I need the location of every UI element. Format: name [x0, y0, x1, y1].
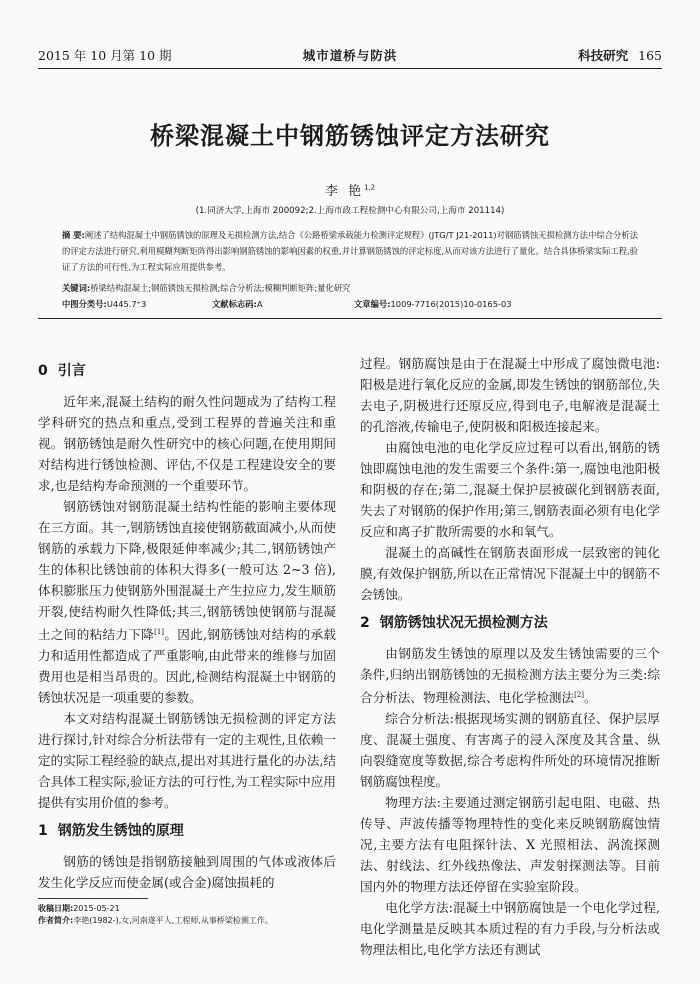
- clc-value: U445.7⁺3: [106, 299, 147, 309]
- citation: [2]: [574, 691, 585, 699]
- keywords-label: 关键词:: [62, 283, 91, 293]
- article-label: 文章编号:: [354, 299, 391, 309]
- footnote: [38, 903, 338, 927]
- paragraph: 钢筋的锈蚀是指钢筋接触到周围的气体或液体后发生化学反应而使金属(或合金)腐蚀损耗的: [38, 854, 336, 891]
- author-bio: [38, 915, 338, 927]
- keywords-text: 桥梁结构混凝土;钢筋锈蚀无损检测;综合分析法;模糊判断矩阵;量化研究: [90, 283, 351, 293]
- paragraph: 过程。钢筋腐蚀是由于在混凝土中形成了腐蚀微电池:阳极是进行氧化反应的金属,即发生锈蚀的钢筋部位,失去电子,阴极进行还原反应,得到电子,电解液是混凝土的孔溶液,传输电子,使阴极和阳极连接起来。: [360, 356, 660, 434]
- paragraph: [360, 643, 660, 708]
- header-rule: [38, 68, 662, 69]
- received-label: 收稿日期:: [38, 904, 74, 913]
- classification-row: [62, 296, 638, 312]
- paragraph: 由腐蚀电池的电化学反应过程可以看出,钢筋的锈蚀即腐蚀电池的发生需要三个条件:第一,腐蚀电池阳极和阴极的存在;第二,混凝土保护层被碳化到钢筋表面,失去了对钢筋的保护作用;第三,钢筋表面必须有电化学反应和离子扩散所需要的水和氧气。: [360, 440, 660, 539]
- paragraph-text: 钢筋锈蚀对钢筋混凝土结构性能的影响主要体现在三方面。其一,钢筋锈蚀直接使钢筋截面减小,从而使钢筋的承载力下降,极限延伸率减少;其二,钢筋锈蚀产生的体积比锈蚀前的体积大得多(一般可达 2~3 倍),体积膨胀压力使钢筋外围混凝土产生拉应力,发生顺筋开裂,使结构耐久性降低;其三,钢筋锈蚀使钢筋与混凝土之间的粘结力下降: [38, 499, 336, 643]
- page-number: 165: [638, 48, 662, 63]
- running-header: [38, 46, 662, 66]
- section-number: 0: [38, 363, 48, 379]
- section-title: 钢筋锈蚀状况无损检测方法: [379, 615, 548, 631]
- received-value: 2015-05-21: [73, 904, 120, 913]
- doc-label: 文献标志码:: [212, 299, 257, 309]
- section-heading-2: [360, 611, 660, 635]
- section-heading-0: [38, 359, 336, 383]
- paper-title: 桥梁混凝土中钢筋锈蚀评定方法研究: [150, 122, 550, 150]
- author-name: 李 艳: [324, 184, 364, 199]
- keywords-and-classification: [62, 280, 638, 312]
- footnote-rule: [38, 898, 148, 899]
- bio-text: 李艳(1982-),女,河南遂平人,工程师,从事桥梁检测工作。: [73, 916, 273, 925]
- section-title: 引言: [57, 363, 86, 379]
- journal-name: 城市道桥与防洪: [302, 48, 398, 63]
- clc-code: [62, 296, 146, 312]
- author-affiliation-marks: 1,2: [364, 183, 376, 192]
- article-number: [354, 296, 512, 312]
- paragraph: 电化学方法:混凝土中钢筋腐蚀是一个电化学过程,电化学测量是反映其本质过程的有力手段,与分析法或物理法相比,电化学方法还有测试: [360, 900, 660, 958]
- right-column: [360, 353, 660, 960]
- clc-label: 中图分类号:: [62, 299, 107, 309]
- doc-value: A: [256, 299, 263, 309]
- section-and-page: [578, 46, 662, 66]
- abstract: [62, 227, 638, 275]
- paragraph-text: 由钢筋发生锈蚀的原理以及发生锈蚀需要的三个条件,归纳出钢筋锈蚀的无损检测方法主要分为三类:综合分析法、物理检测法、电化学检测法: [360, 646, 660, 706]
- article-value: 1009-7716(2015)10-0165-03: [390, 299, 512, 309]
- keywords: [62, 280, 638, 296]
- paragraph: 本文对结构混凝土钢筋锈蚀无损检测的评定方法进行探讨,针对综合分析法带有一定的主观性,且依赖一定的实际工程经验的缺点,提出对其进行量化的办法,结合具体工程实际,验证方法的可行性,为工程实际中应用提供有实用价值的参考。: [38, 711, 336, 811]
- paragraph-text: 。: [584, 690, 597, 706]
- left-column: [38, 353, 336, 893]
- paragraph: 物理方法:主要通过测定钢筋引起电阻、电磁、热传导、声波传播等物理特性的变化来反映钢筋腐蚀情况,主要方法有电阻探针法、X 光照相法、涡流探测法、射线法、红外线热像法、声发射探测法等。目前国内外的物理方法还停留在实验室阶段。: [360, 795, 660, 895]
- paragraph: [38, 496, 336, 708]
- abstract-text: 阐述了结构混凝土中钢筋锈蚀的原理及无损检测方法,结合《公路桥梁承载能力检测评定规程》(JTG/T J21-2011)对钢筋锈蚀无损检测方法中综合分析法的评定方法进行研究,利用模糊判断矩阵得出影响钢筋锈蚀的影响因素的权重,并计算钢筋锈蚀的评定标度,从而对该方法进行了量化。结合具体桥梁实际工程,验证了方法的可行性,为工程实际应用提供参考。: [62, 230, 638, 272]
- doc-code: [212, 296, 263, 312]
- paragraph: 混凝土的高碱性在钢筋表面形成一层致密的钝化膜,有效保护钢筋,所以在正常情况下混凝土中的钢筋不会锈蚀。: [360, 545, 660, 602]
- affiliation: (1.同济大学,上海市 200092;2.上海市政工程检测中心有限公司,上海市 201114): [195, 206, 505, 216]
- paragraph: 近年来,混凝土结构的耐久性问题成为了结构工程学科研究的热点和重点,受到工程界的普遍关注和重视。钢筋锈蚀是耐久性研究中的核心问题,在使用期间对结构进行锈蚀检测、评估,不仅是工程建设安全的要求,也是结构寿命预测的一个重要环节。: [38, 394, 336, 493]
- section-number: 1: [38, 823, 48, 840]
- bio-label: 作者简介:: [38, 916, 74, 925]
- section-number: 2: [360, 615, 370, 631]
- citation: [1]: [154, 628, 165, 636]
- paragraph: 综合分析法:根据现场实测的钢筋直径、保护层厚度、混凝土强度、有害离子的浸入深度及其含量、纵向裂缝宽度等数据,综合考虑构件所处的环境情况推断钢筋腐蚀程度。: [360, 711, 660, 790]
- received-date: [38, 903, 338, 915]
- section-heading-1: [38, 819, 336, 843]
- abstract-rule: [38, 318, 662, 319]
- paragraph-text: 。因此,钢筋锈蚀对结构的承载力和适用性都造成了严重影响,由此带来的维修与加固费用也是相当昂贵的。因此,检测结构混凝土中钢筋的锈蚀状况是一项重要的参数。: [38, 627, 336, 706]
- author-line: [0, 180, 700, 199]
- section-title: 钢筋发生锈蚀的原理: [57, 823, 184, 840]
- issue-info: 2015 年 10 月第 10 期: [38, 48, 172, 63]
- abstract-label: 摘 要:: [62, 230, 85, 240]
- section-name: 科技研究: [578, 48, 629, 63]
